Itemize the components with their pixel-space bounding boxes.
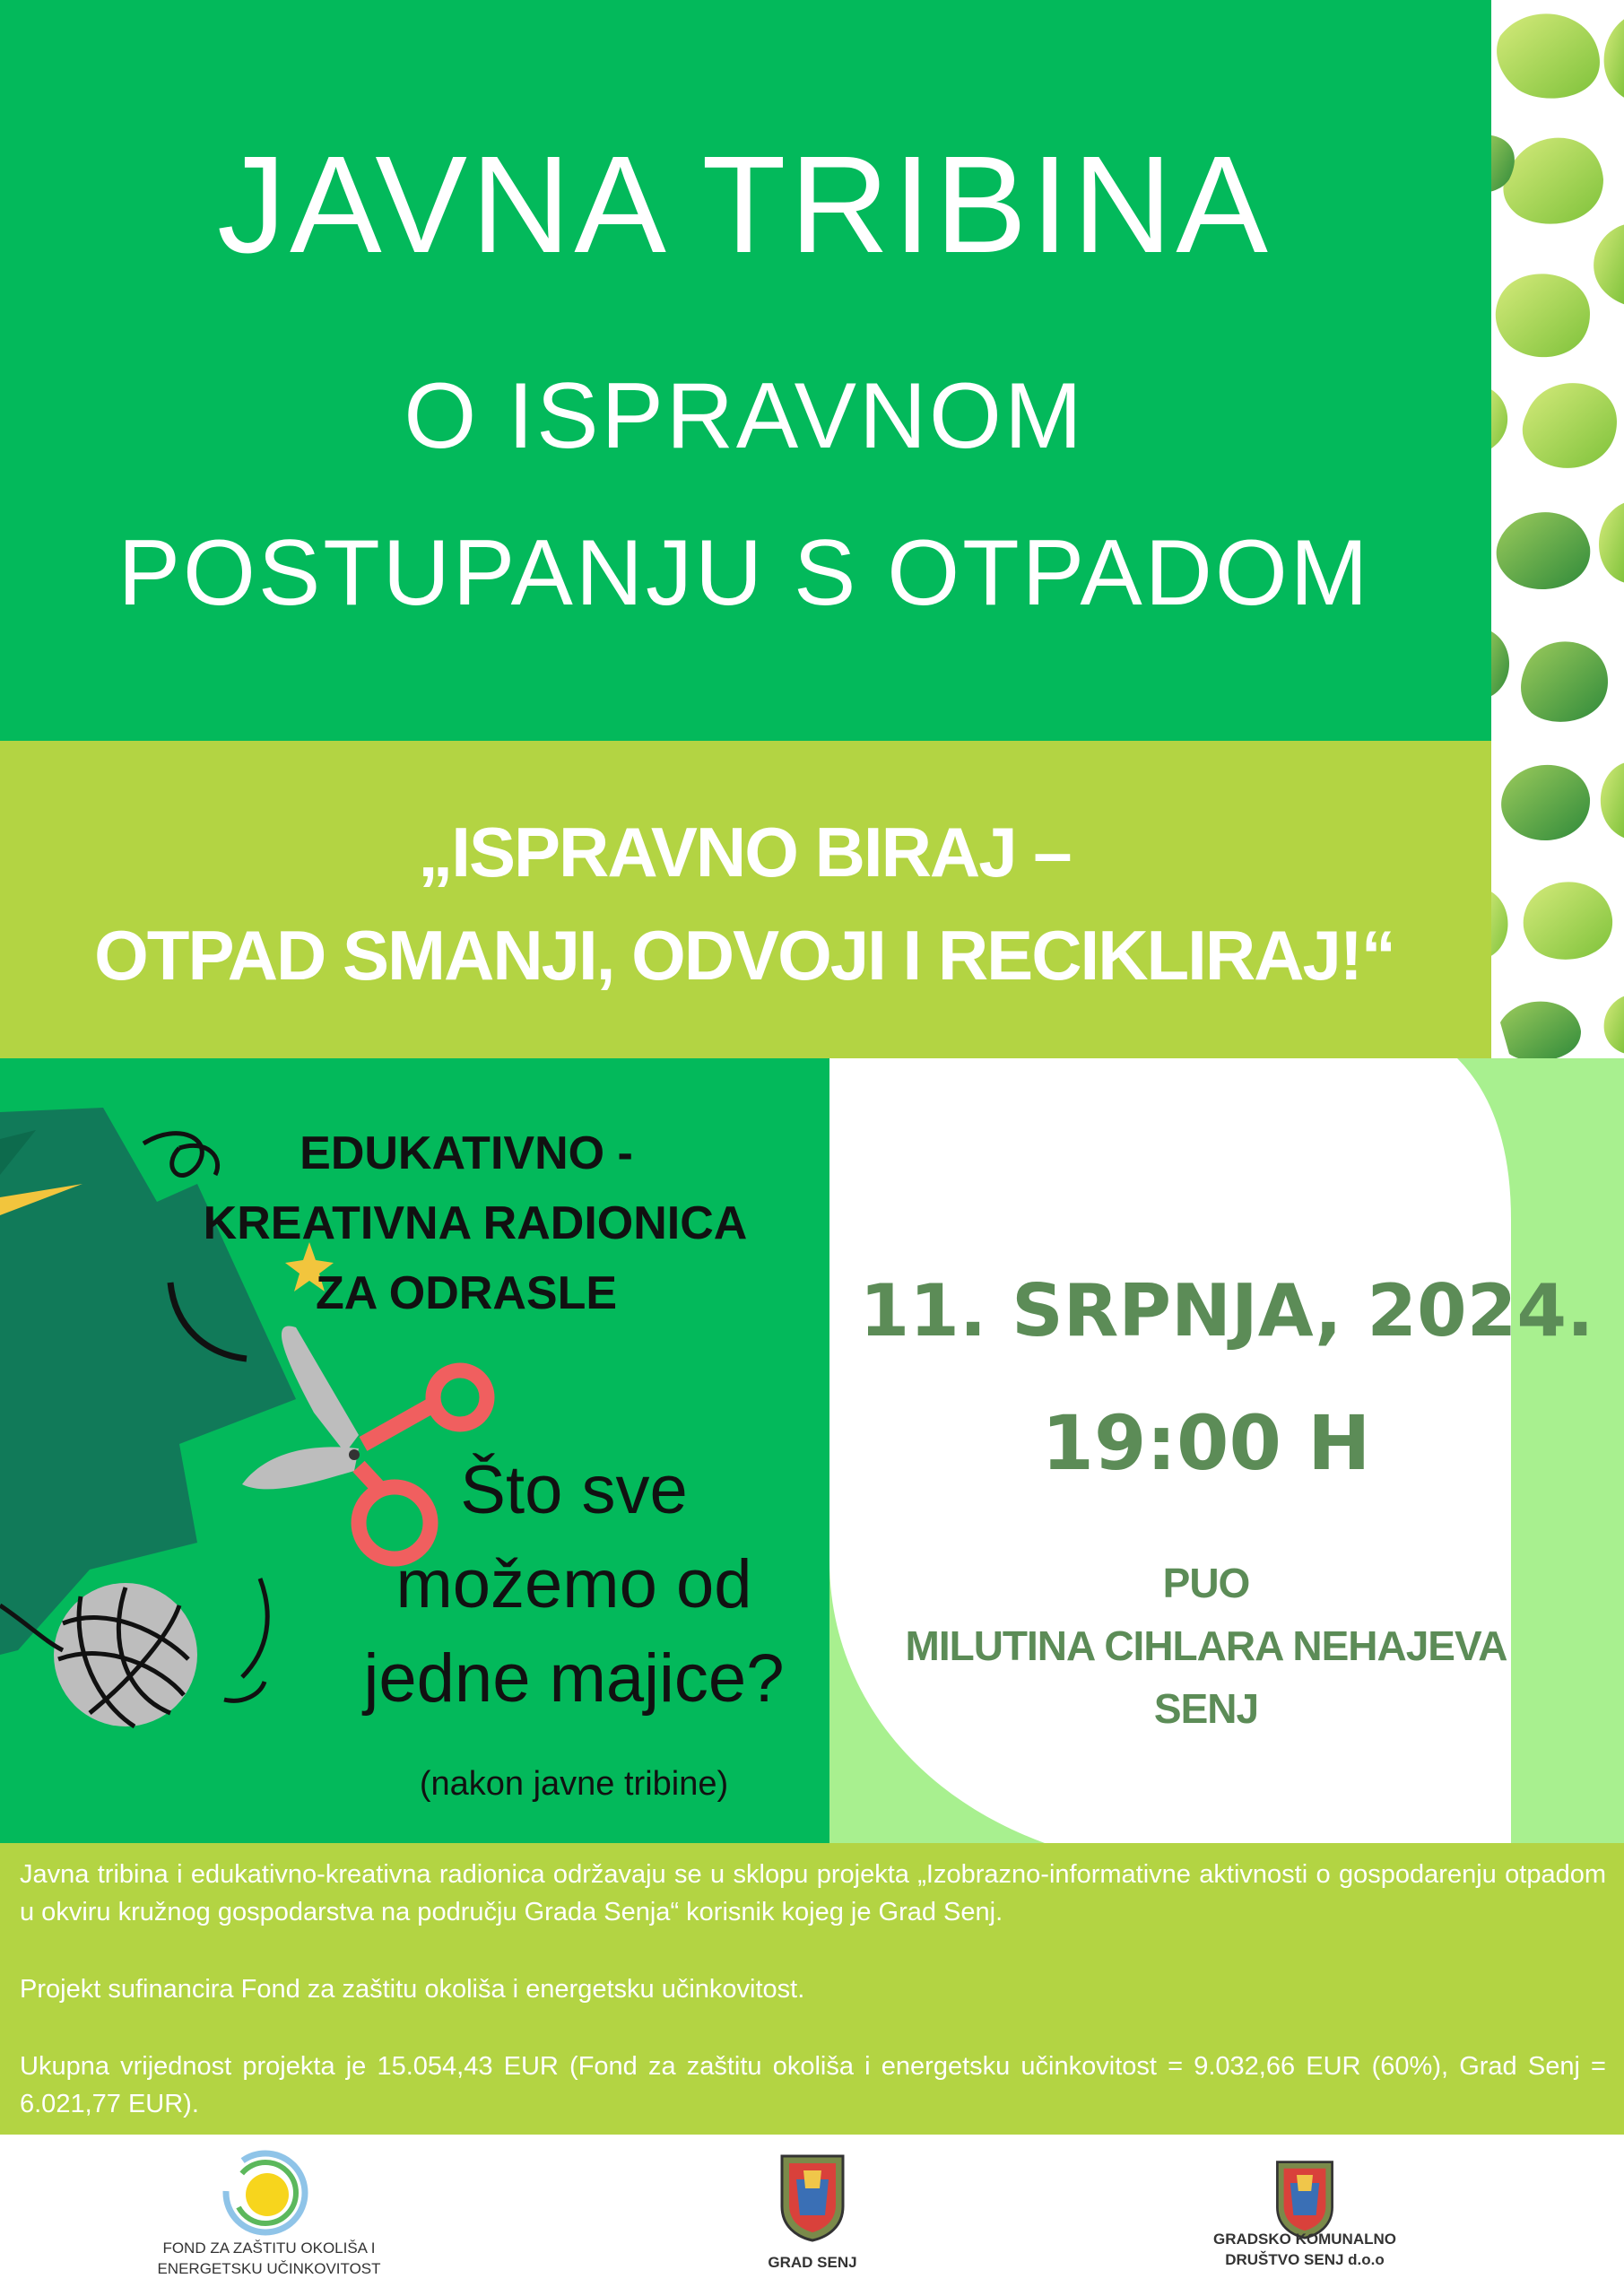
workshop-title-line2: KREATIVNA RADIONICA <box>203 1197 748 1249</box>
workshop-question-line2: možemo od <box>395 1546 752 1622</box>
fund-logo-icon <box>221 2148 310 2238</box>
slogan-banner <box>0 741 1491 1058</box>
utility-logo-line1: GRADSKO KOMUNALNO <box>1213 2231 1396 2248</box>
project-info-paragraph2: Projekt sufinancira Fond za zaštitu okoliša i energetsku učinkovitost. <box>20 1975 805 2005</box>
city-logo-label: GRAD SENJ <box>768 2254 857 2271</box>
city-coat-of-arms-icon <box>777 2152 848 2242</box>
project-info <box>0 1843 1624 2135</box>
event-venue-line1: PUO <box>1162 1560 1250 1606</box>
project-info-paragraph1: Javna tribina i edukativno-kreativna radionica održavaju se u sklopu projekta „Izobrazno-informativne aktivnosti o gospodarenju otpadom u okviru kružnog gospodarstva na području Grada Senja“ korisnik kojeg je Grad Senj. <box>20 1860 1606 1927</box>
event-venue-line2: MILUTINA CIHLARA NEHAJEVA <box>905 1622 1507 1669</box>
project-info-paragraph3: Ukupna vrijednost projekta je 15.054,43 EUR (Fond za zaštitu okoliša i energetsku učinkovitost = 9.032,66 EUR (60%), Grad Senj = 6.021,77 EUR). <box>20 2052 1606 2119</box>
utility-logo-line2: DRUŠTVO SENJ d.o.o <box>1225 2250 1385 2268</box>
event-venue-line3: SENJ <box>1153 1685 1259 1732</box>
workshop-question-line3: jedne majice? <box>363 1640 785 1717</box>
workshop-title-line1: EDUKATIVNO - <box>300 1127 633 1179</box>
page-title: JAVNA TRIBINA <box>217 127 1272 282</box>
leaf-pattern-icon <box>1491 0 1624 1058</box>
fund-logo-label <box>135 2239 404 2280</box>
workshop-note: (nakon javne tribine) <box>419 1765 729 1803</box>
workshop-question-line1: Što sve <box>460 1452 688 1528</box>
leaf-pattern-strip <box>1491 0 1624 1058</box>
utility-coat-of-arms-icon <box>1271 2159 1339 2239</box>
workshop-title-line3: ZA ODRASLE <box>315 1267 618 1319</box>
fund-logo-line1: FOND ZA ZAŠTITU OKOLIŠA I <box>162 2239 376 2257</box>
utility-logo-label <box>1170 2230 1439 2271</box>
event-date: 11. SRPNJA, 2024. <box>859 1269 1594 1352</box>
slogan-line2: OTPAD SMANJI, ODVOJI I RECIKLIRAJ!“ <box>94 916 1394 995</box>
fund-logo-line2: ENERGETSKU UČINKOVITOST <box>157 2259 381 2277</box>
page-subtitle-line1: O ISPRAVNOM <box>404 364 1085 468</box>
event-time: 19:00 H <box>1041 1399 1371 1487</box>
page-subtitle-line2: POSTUPANJU S OTPADOM <box>117 521 1371 625</box>
slogan-line1: „ISPRAVNO BIRAJ – <box>418 813 1071 891</box>
